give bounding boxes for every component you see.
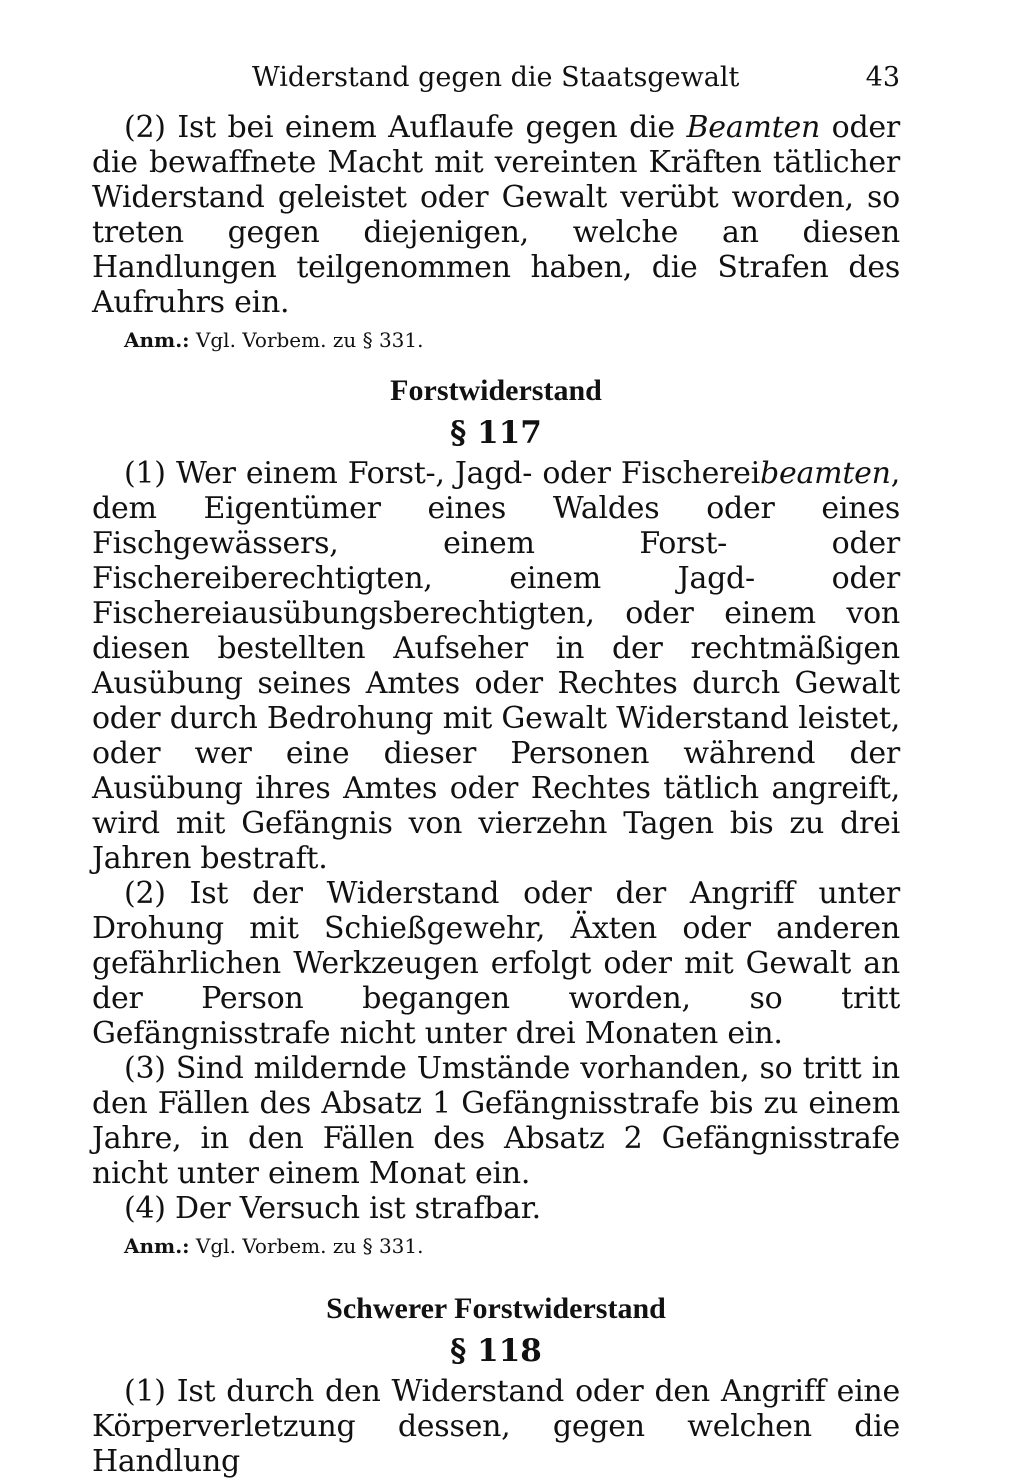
paragraph-text: (1) Wer einem Forst-, Jagd- oder Fischerei bbox=[124, 456, 761, 491]
paragraph-117-2: (2) Ist der Widerstand oder der Angriff unter Drohung mit Schießgewehr, Äxten oder anderen gefährlichen Werkzeugen erfolgt oder mit Gewalt an der Person begangen worden, so tritt Gefängnisstrafe nicht unter drei Monaten ein. bbox=[92, 876, 900, 1051]
section-heading: Forstwiderstand bbox=[390, 374, 602, 407]
emphasis-text: Beamten bbox=[686, 110, 821, 145]
annotation-text: Vgl. Vorbem. zu § 331. bbox=[189, 328, 424, 352]
annotation-note bbox=[124, 326, 900, 354]
paragraph-117-3: (3) Sind mildernde Umstände vorhanden, so tritt in den Fällen des Absatz 1 Gefängnisstrafe bis zu einem Jahre, in den Fällen des Absatz 2 Gefängnisstrafe nicht unter einem Monat ein. bbox=[92, 1051, 900, 1191]
paragraph-118-1: (1) Ist durch den Widerstand oder den Angriff eine Körperverletzung dessen, gegen welchen die Handlung bbox=[92, 1374, 900, 1479]
running-head-title: Widerstand gegen die Staatsgewalt bbox=[252, 62, 740, 93]
running-head bbox=[252, 62, 900, 110]
annotation-note bbox=[124, 1232, 900, 1260]
paragraph-116-2 bbox=[92, 110, 900, 320]
spacer bbox=[92, 354, 900, 372]
annotation-label: Anm.: bbox=[124, 1234, 190, 1258]
paragraph-text: , dem Eigentümer eines Waldes oder eines Fischgewässers, einem Forst- oder Fischereiberechtigten, einem Jagd- oder Fischereiausübungsberechtigten, oder einem von diesen bestellten Aufseher in der rechtmäßigen Ausübung seines Amtes oder Rechtes durch Gewalt oder durch Bedrohung mit Gewalt Widerstand leistet, oder wer eine dieser Personen während der Ausübung ihres Amtes oder Rechtes tätlich angreift, wird mit Gefängnis von vierzehn Tagen bis zu drei Jahren bestraft. bbox=[92, 456, 900, 876]
annotation-text: Vgl. Vorbem. zu § 331. bbox=[189, 1234, 424, 1258]
paragraph-text: oder die bewaffnete Macht mit vereinten Kräften tätlicher Widerstand geleistet oder Gewalt verübt worden, so treten gegen diejenigen, welche an diesen Handlungen teilgenommen haben, die Strafen des Aufruhrs ein. bbox=[92, 110, 900, 320]
spacer bbox=[92, 1260, 900, 1290]
section-number: § 117 bbox=[450, 415, 542, 451]
section-number: § 118 bbox=[450, 1333, 542, 1369]
paragraph-117-4: (4) Der Versuch ist strafbar. bbox=[124, 1191, 541, 1226]
page-number: 43 bbox=[865, 62, 900, 93]
paragraph-117-1 bbox=[92, 456, 900, 876]
annotation-label: Anm.: bbox=[124, 328, 190, 352]
emphasis-text: beamten bbox=[760, 456, 891, 491]
paragraph-text: (2) Ist bei einem Auflaufe gegen die bbox=[124, 110, 687, 145]
section-heading: Schwerer Forstwiderstand bbox=[326, 1292, 666, 1325]
page bbox=[92, 62, 900, 1479]
